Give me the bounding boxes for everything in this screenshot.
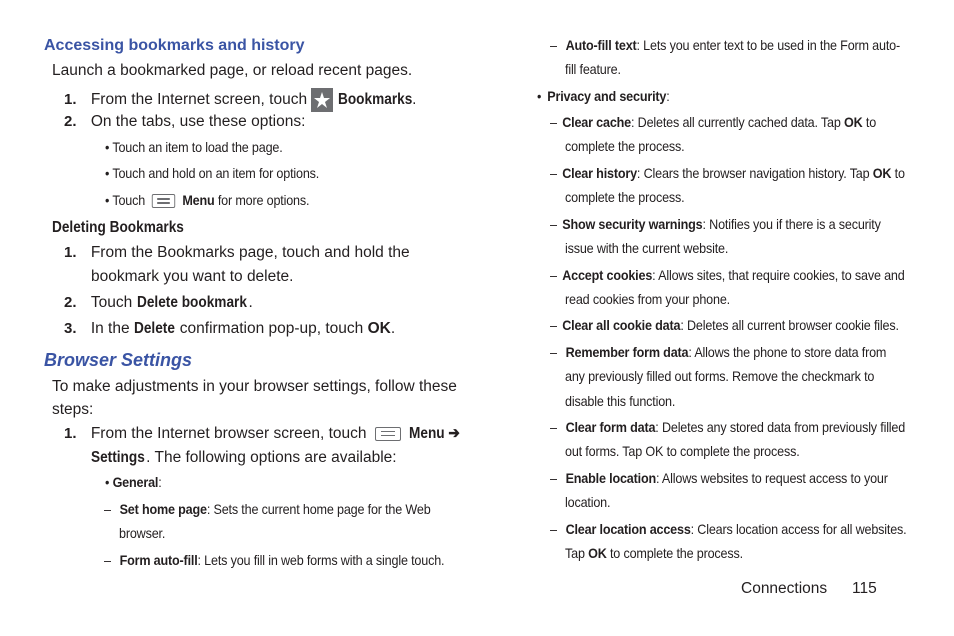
bookmarks-label: Bookmarks bbox=[337, 91, 413, 109]
list-item: – Accept cookies: Allows sites, that require cookies, to save and bbox=[550, 267, 905, 283]
list-item: • Touch an item to load the page. bbox=[105, 139, 283, 155]
step-number: 1. bbox=[64, 91, 77, 109]
remember-form-data-cont: any previously filled out forms. Remove the checkmark to bbox=[565, 368, 875, 384]
intro-text: Launch a bookmarked page, or reload recent pages. bbox=[52, 62, 413, 79]
list-item: • Touch and hold on an item for options. bbox=[105, 165, 320, 181]
delete-step-1: 1. From the Bookmarks page, touch and hold the bbox=[64, 244, 410, 261]
footer-section: Connections bbox=[741, 580, 828, 597]
delete-step-3: 3. In the Delete confirmation pop-up, touch OK. bbox=[64, 320, 396, 337]
clear-location-access-item: – Clear location access: Clears location access for all websites. bbox=[550, 521, 907, 537]
step-2 bbox=[64, 114, 305, 130]
list-item: – Clear all cookie data: Deletes all current browser cookie files. bbox=[550, 317, 899, 333]
step-1: 1. From the Internet screen, touch Bookmarks. bbox=[64, 88, 416, 112]
heading-deleting-bookmarks: Deleting Bookmarks bbox=[52, 219, 184, 236]
heading-browser-settings: Browser Settings bbox=[44, 350, 193, 370]
list-item-cont: complete the process. bbox=[565, 189, 685, 205]
clear-form-data-cont: out forms. Tap OK to complete the process. bbox=[565, 443, 800, 459]
clear-location-access-cont: Tap OK to complete the process. bbox=[565, 545, 743, 561]
bookmark-star-icon bbox=[311, 88, 333, 112]
form-autofill-item: – Form auto-fill: Lets you fill in web forms with a single touch. bbox=[104, 552, 445, 568]
step-number: 2. bbox=[64, 113, 77, 130]
list-item: – Clear history: Clears the browser navigation history. Tap OK to bbox=[550, 165, 905, 181]
autofill-text-item: – Auto-fill text: Lets you enter text to be used in the Form auto- bbox=[550, 37, 901, 53]
remember-form-data-item: – Remember form data: Allows the phone to store data from bbox=[550, 344, 887, 360]
list-item-cont: read cookies from your phone. bbox=[565, 291, 730, 307]
list-item-cont: complete the process. bbox=[565, 138, 685, 154]
list-item: • Touch Menu for more options. bbox=[105, 192, 310, 208]
enable-location-item: – Enable location: Allows websites to request access to your bbox=[550, 470, 888, 486]
delete-step-1-cont: bookmark you want to delete. bbox=[91, 268, 294, 285]
privacy-bullet: • Privacy and security: bbox=[537, 88, 670, 104]
autofill-text-cont: fill feature. bbox=[565, 61, 621, 77]
menu-icon bbox=[152, 194, 175, 208]
intro2-line1: To make adjustments in your browser settings, follow these bbox=[52, 378, 457, 395]
menu-icon bbox=[375, 427, 401, 441]
list-item-cont: issue with the current website. bbox=[565, 240, 729, 256]
settings-step-1: 1. From the Internet browser screen, touch Menu ➔ bbox=[64, 425, 460, 442]
enable-location-cont: location. bbox=[565, 494, 611, 510]
step-text: On the tabs, use these options: bbox=[90, 113, 306, 130]
delete-step-2: 2. Touch Delete bookmark . bbox=[64, 294, 253, 311]
set-home-page-item: – Set home page: Sets the current home page for the Web bbox=[104, 501, 431, 517]
heading-accessing-bookmarks: Accessing bookmarks and history bbox=[44, 37, 305, 54]
list-item: – Clear cache: Deletes all currently cached data. Tap OK to bbox=[550, 114, 877, 130]
page-number: 115 bbox=[852, 580, 877, 597]
step-text: From the Internet screen, touch bbox=[90, 91, 308, 109]
intro2-line2: steps: bbox=[52, 401, 94, 418]
set-home-page-cont: browser. bbox=[119, 525, 166, 541]
remember-form-data-cont2: disable this function. bbox=[565, 393, 676, 409]
general-bullet: • General: bbox=[105, 474, 162, 490]
settings-step-1-cont: Settings. The following options are available: bbox=[91, 449, 397, 466]
list-item: – Show security warnings: Notifies you if there is a security bbox=[550, 216, 881, 232]
clear-form-data-item: – Clear form data: Deletes any stored data from previously filled bbox=[550, 419, 906, 435]
